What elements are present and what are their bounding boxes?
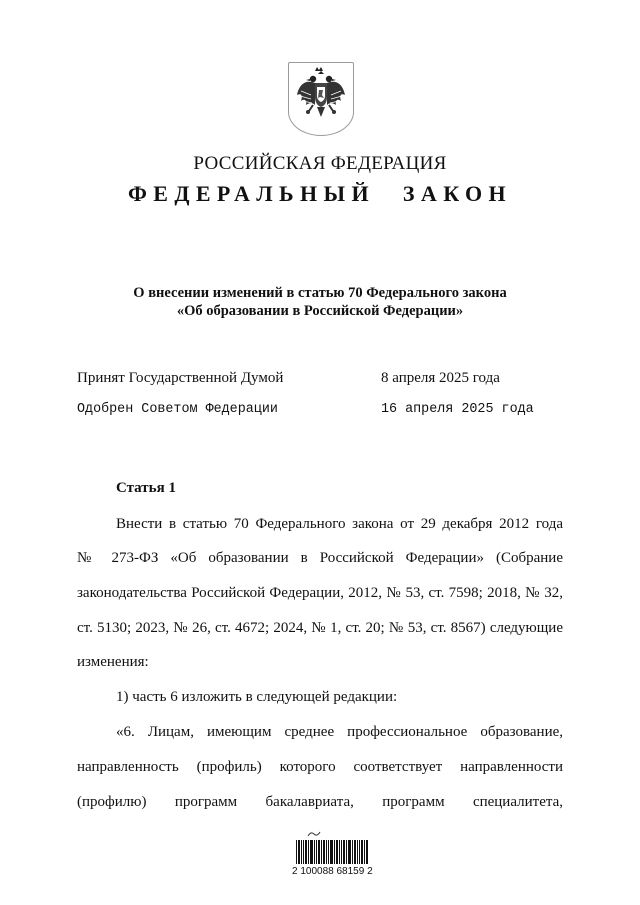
duma-adoption-label: Принят Государственной Думой (77, 370, 284, 386)
country-name: РОССИЙСКАЯ ФЕДЕРАЦИЯ (193, 153, 447, 174)
article-heading: Статья 1 (116, 480, 176, 496)
barcode-icon (296, 840, 368, 864)
coat-of-arms-icon (291, 65, 351, 129)
paragraph-line: законодательства Российской Федерации, 2012, № 53, ст. 7598; 2018, № 32, (77, 585, 563, 601)
amendment-item: 1) часть 6 изложить в следующей редакции: (116, 689, 398, 705)
coat-of-arms-frame (288, 62, 354, 136)
paragraph-line: изменения: (77, 654, 149, 670)
law-title-line-1: О внесении изменений в статью 70 Федерального закона (133, 285, 507, 301)
law-type-heading: ФЕДЕРАЛЬНЫЙ ЗАКОН (127, 181, 513, 206)
paragraph-line: направленность (профиль) которого соответствует направленности (77, 759, 563, 775)
stamp-mark-icon (307, 830, 321, 838)
paragraph-line: Внести в статью 70 Федерального закона от 29 декабря 2012 года (116, 516, 563, 532)
law-title-line-2: «Об образовании в Российской Федерации» (176, 303, 464, 319)
council-approval-date: 16 апреля 2025 года (381, 402, 534, 417)
law-title (0, 284, 640, 320)
paragraph-line: (профилю) программ бакалавриата, программ специалитета, (77, 794, 563, 810)
paragraph-line: № 273-ФЗ «Об образовании в Российской Федерации» (Собрание (77, 550, 563, 566)
paragraph-line: ст. 5130; 2023, № 26, ст. 4672; 2024, № 1, ст. 20; № 53, ст. 8567) следующие (77, 620, 563, 636)
council-approval-label: Одобрен Советом Федерации (77, 402, 278, 417)
duma-adoption-date: 8 апреля 2025 года (381, 370, 500, 386)
paragraph-line: «6. Лицам, имеющим среднее профессиональное образование, (116, 724, 563, 740)
barcode-digits: 2 100088 68159 2 (292, 866, 373, 877)
